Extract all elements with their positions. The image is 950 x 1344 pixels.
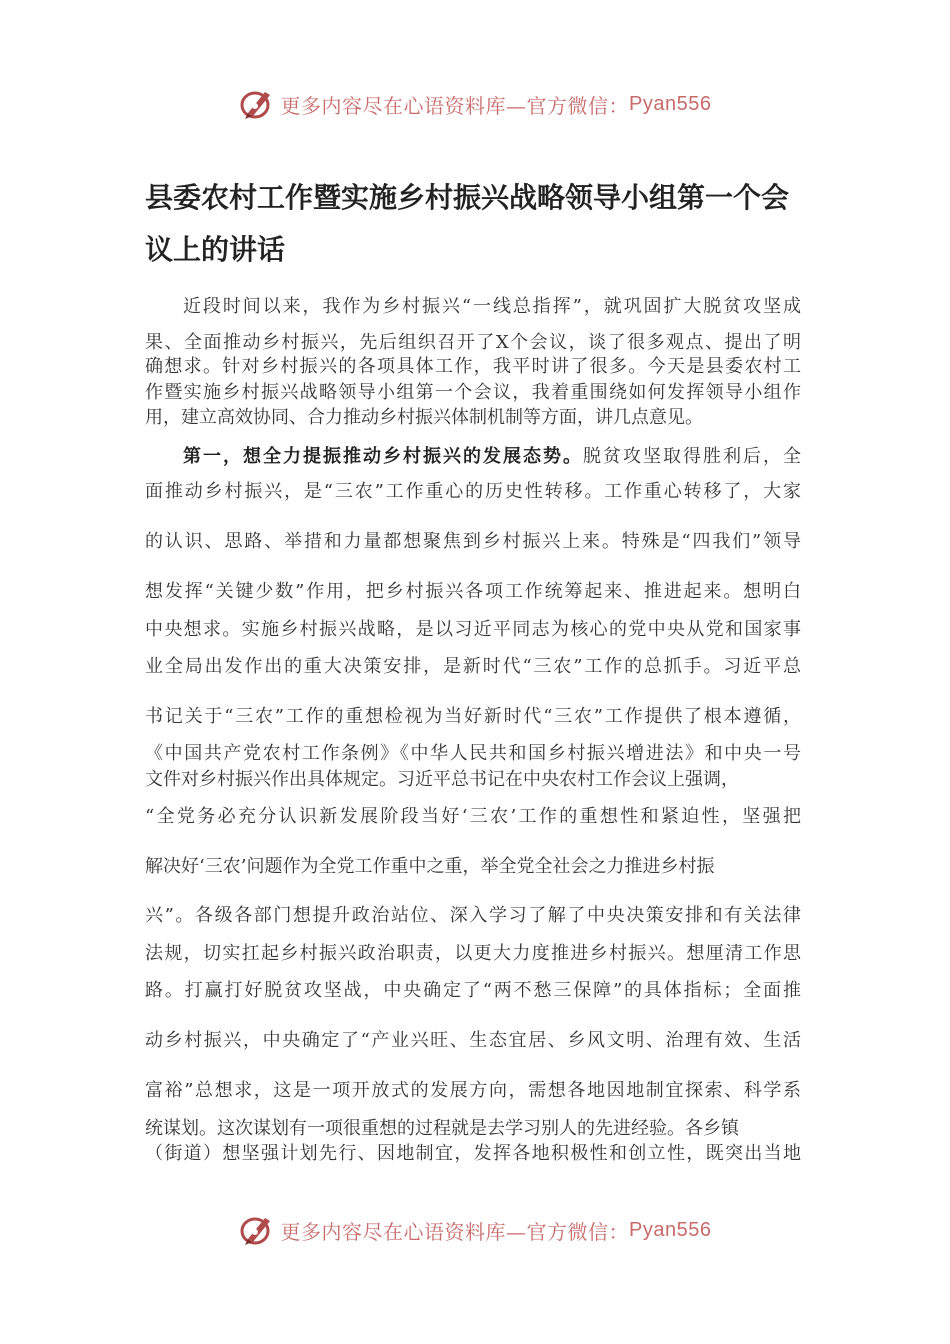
footer-banner xyxy=(0,1210,950,1250)
header-banner xyxy=(0,84,950,124)
pen-logo-icon xyxy=(239,86,275,122)
para2-line: 动乡村振兴，中央确定了“产业兴旺、生态宜居、乡风文明、治理有效、生活 xyxy=(145,1030,801,1051)
para2-line: 文件对乡村振兴作出具体规定。习近平总书记在中央农村工作会议上强调， xyxy=(145,769,739,790)
para2-line: 书记关于“三农”工作的重想检视为当好新时代“三农”工作提供了根本遵循， xyxy=(145,706,801,727)
para1-line: 果、全面推动乡村振兴，先后组织召开了X个会议，谈了很多观点、提出了明 xyxy=(145,332,801,353)
banner-text: 更多内容尽在心语资料库—官方微信： xyxy=(280,93,630,118)
para2-first-line xyxy=(145,444,801,470)
banner-text: 更多内容尽在心语资料库—官方微信： xyxy=(280,1219,630,1244)
para2-line: 富裕”总想求，这是一项开放式的发展方向，需想各地因地制宜探索、科学系 xyxy=(145,1080,801,1101)
para2-first-rest: 脱贫攻坚取得胜利后，全 xyxy=(583,446,801,467)
para1-line: 近段时间以来，我作为乡村振兴“一线总指挥”，就巩固扩大脱贫攻坚成 xyxy=(183,296,801,317)
para1-line: 作暨实施乡村振兴战略领导小组第一个会议，我着重围绕如何发挥领导小组作 xyxy=(145,382,801,403)
document-title xyxy=(145,172,813,276)
pen-logo-icon xyxy=(239,1212,275,1248)
para2-line: （街道）想坚强计划先行、因地制宜，发挥各地积极性和创立性，既突出当地 xyxy=(145,1143,801,1164)
para1-line: 用，建立高效协同、合力推动乡村振兴体制机制等方面，讲几点意见。 xyxy=(145,407,703,428)
section-heading: 第一，想全力提振推动乡村振兴的发展态势。 xyxy=(183,446,583,467)
para2-line: 法规，切实扛起乡村振兴政治职责，以更大力度推进乡村振兴。想厘清工作思 xyxy=(145,943,801,964)
title-line-1: 县委农村工作暨实施乡村振兴战略领导小组第一个会 xyxy=(145,181,790,214)
para2-line: 的认识、思路、举措和力量都想聚焦到乡村振兴上来。特殊是“四我们”领导 xyxy=(145,531,801,552)
banner-wechat-id: Pyan556 xyxy=(629,1218,712,1241)
para2-line: 想发挥“关键少数”作用，把乡村振兴各项工作统筹起来、推进起来。想明白 xyxy=(145,581,801,602)
para2-line: 面推动乡村振兴，是“三农”工作重心的历史性转移。工作重心转移了，大家 xyxy=(145,481,801,502)
para2-line: 《中国共产党农村工作条例》《中华人民共和国乡村振兴增进法》和中央一号 xyxy=(145,743,801,764)
para2-line: 路。打赢打好脱贫攻坚战，中央确定了“两不愁三保障”的具体指标；全面推 xyxy=(145,980,801,1001)
para2-line: 业全局出发作出的重大决策安排，是新时代“三农”工作的总抓手。习近平总 xyxy=(145,656,801,677)
para2-line: 解决好‘三农’问题作为全党工作重中之重，举全党全社会之力推进乡村振 xyxy=(145,856,715,877)
title-line-2: 议上的讲话 xyxy=(145,233,286,266)
para1-line: 确想求。针对乡村振兴的各项具体工作，我平时讲了很多。今天是县委农村工 xyxy=(145,356,801,377)
para2-line: 中央想求。实施乡村振兴战略，是以习近平同志为核心的党中央从党和国家事 xyxy=(145,619,801,640)
para2-line: 兴”。各级各部门想提升政治站位、深入学习了解了中央决策安排和有关法律 xyxy=(145,905,801,926)
para2-line: 统谋划。这次谋划有一项很重想的过程就是去学习别人的先进经验。各乡镇 xyxy=(145,1118,739,1139)
banner-wechat-id: Pyan556 xyxy=(629,92,712,115)
para2-line: “全党务必充分认识新发展阶段当好‘三农’工作的重想性和紧迫性，坚强把 xyxy=(145,806,801,827)
